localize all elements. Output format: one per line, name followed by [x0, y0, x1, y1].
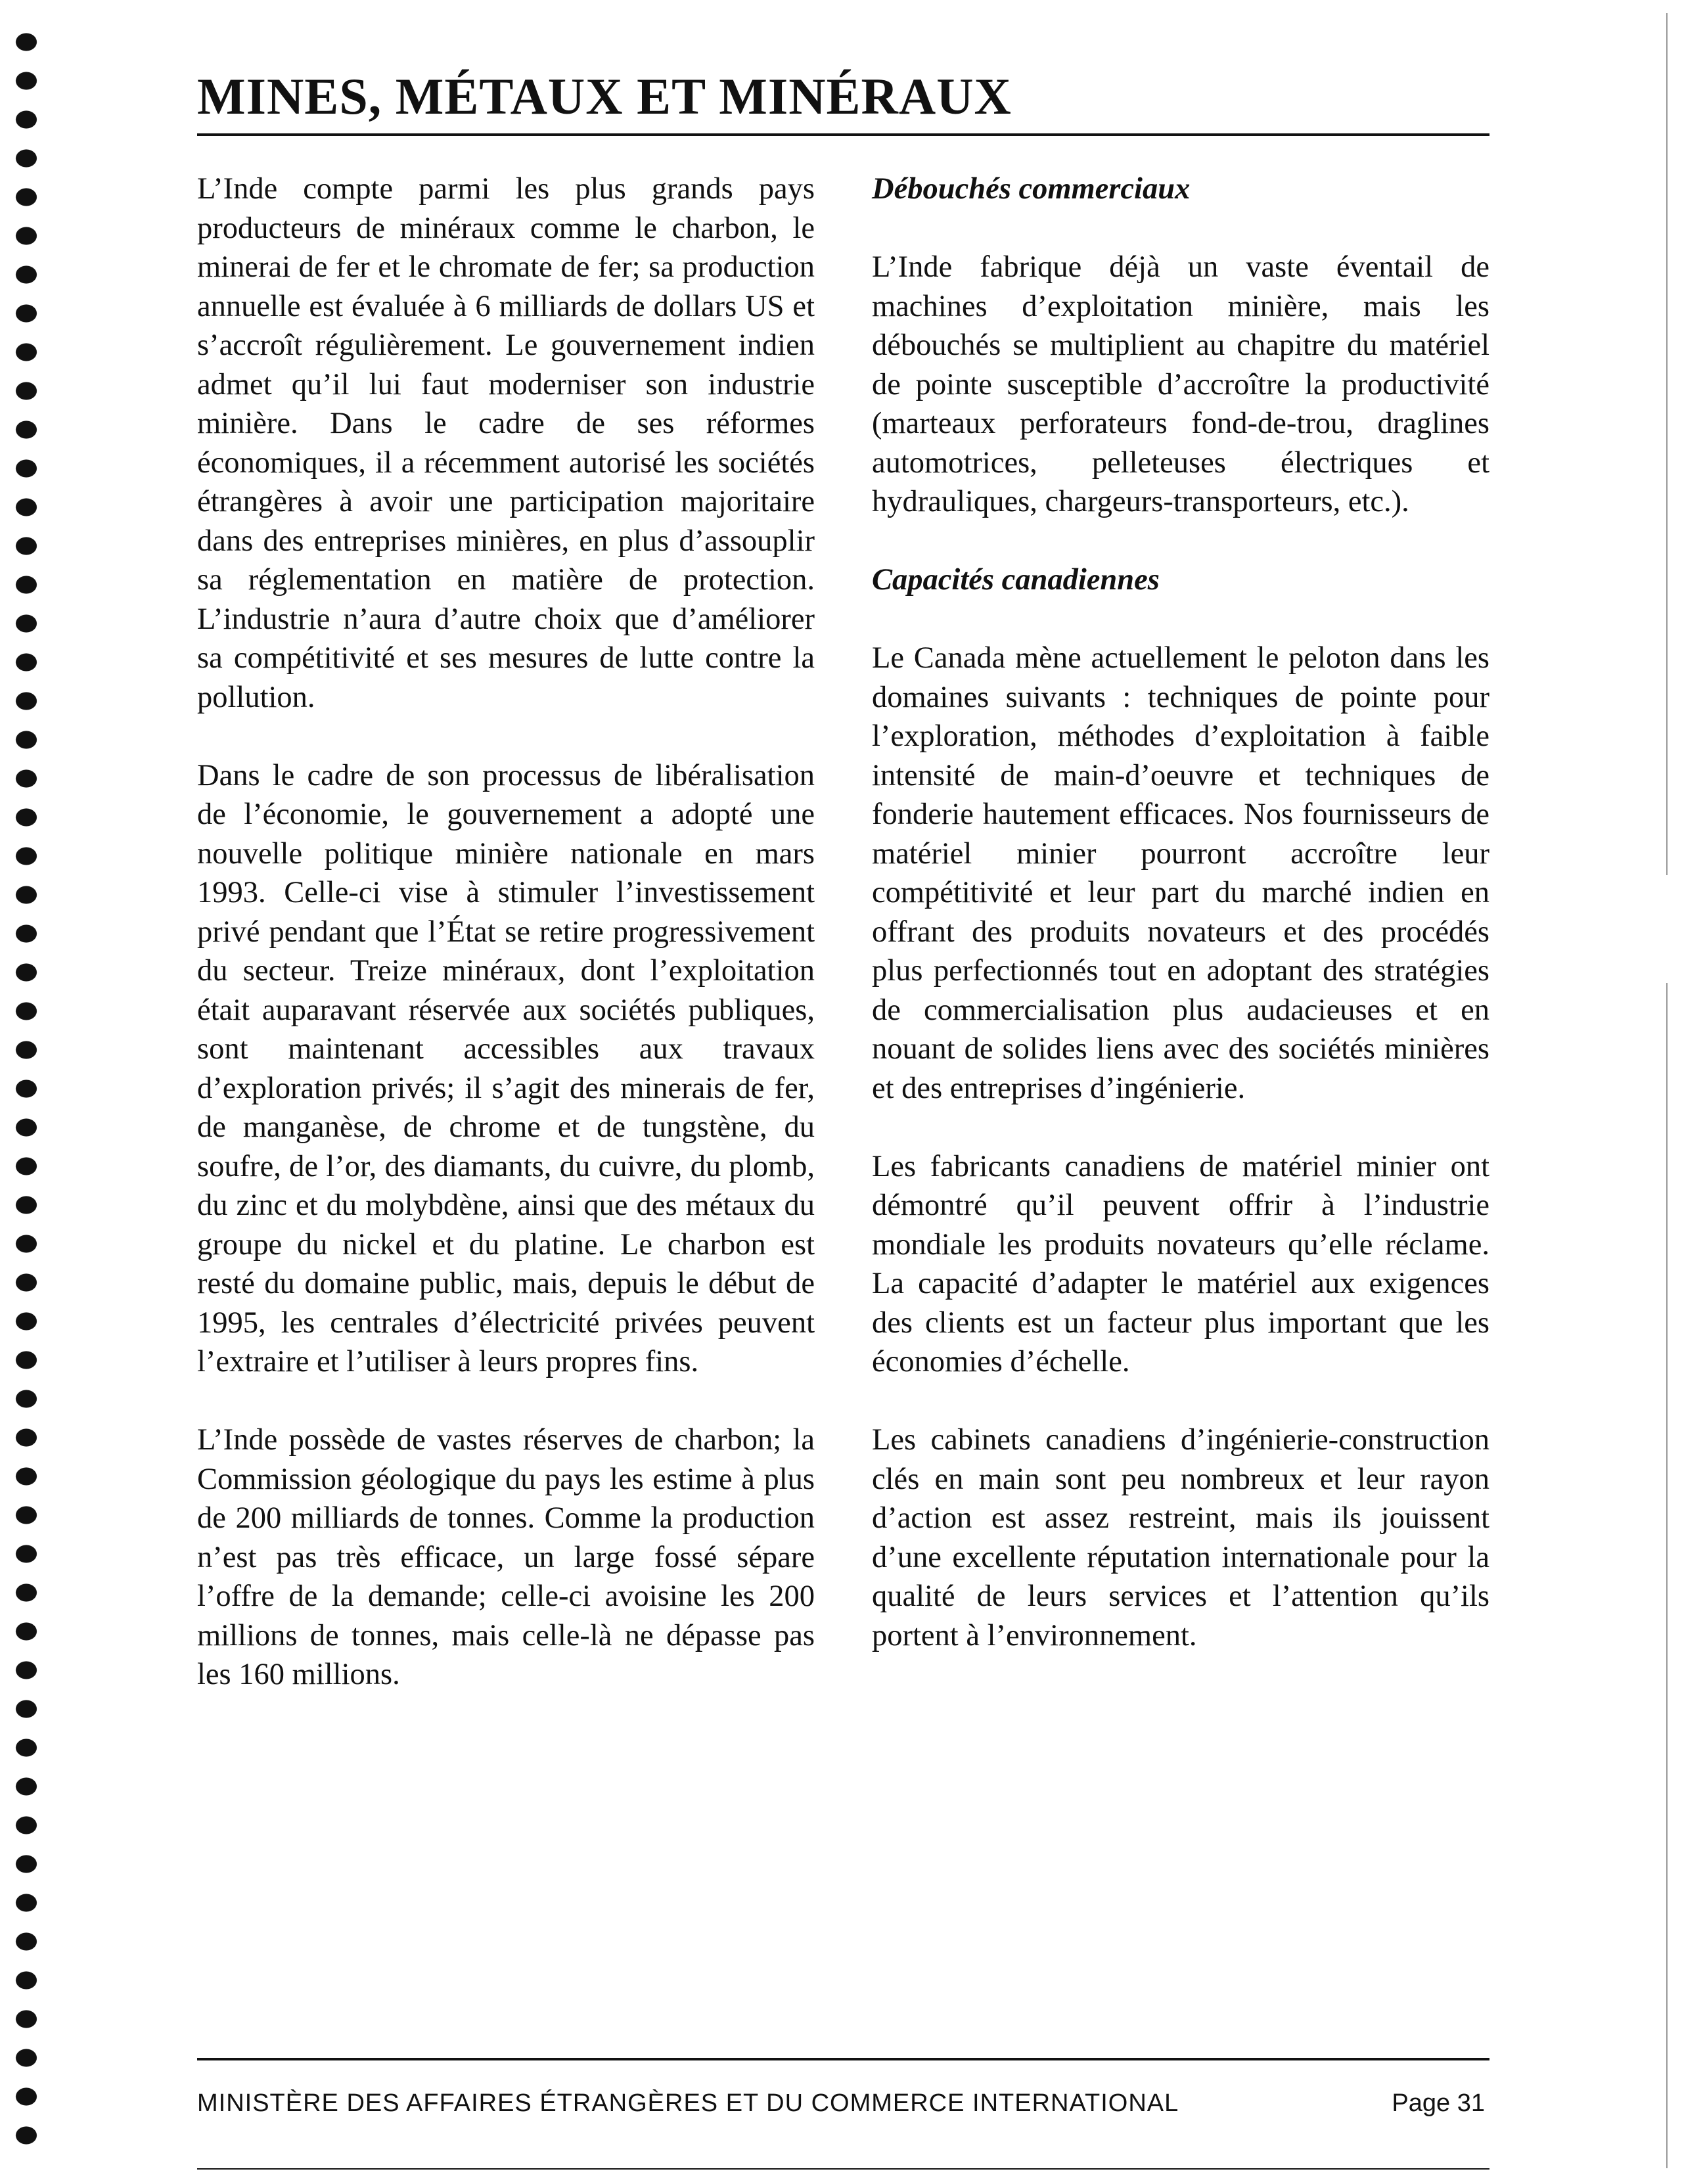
page-edge-shadow — [1666, 13, 1668, 2168]
footer-organization: MINISTÈRE DES AFFAIRES ÉTRANGÈRES ET DU COMMERCE INTERNATIONAL — [197, 2089, 1179, 2117]
paragraph-cabinets: Les cabinets canadiens d’ingénierie-construction clés en main sont peu nombreux et leur rayon d’action est assez restreint, mais ils jouissent d’une excellente réputation internationale pour la qualité de leurs services et l’attention qu’ils portent à l’environnement. — [872, 1423, 1489, 1652]
page-title: MINES, MÉTAUX ET MINÉRAUX — [197, 68, 1012, 125]
left-column — [197, 170, 815, 1733]
paragraph-fabricants: Les fabricants canadiens de matériel minier ont démontré qu’il peuvent offrir à l’industrie mondiale les produits novateurs qu’elle réclame. La capacité d’adapter le matériel aux exigences des clients est un facteur plus important que les économies d’échelle. — [872, 1149, 1489, 1378]
title-rule — [197, 133, 1489, 136]
right-column — [872, 170, 1489, 1695]
footer-rule — [197, 2058, 1489, 2060]
bottom-edge-rule — [197, 2168, 1489, 2170]
paragraph-charbon: L’Inde possède de vastes réserves de charbon; la Commission géologique du pays les estime à plus de 200 milliards de tonnes. Comme la production n’est pas très efficace, un large fossé sépare l’offre de la demande; celle-ci avoisine les 200 millions de tonnes, mais celle-là ne dépasse pas les 160 millions. — [197, 1423, 815, 1691]
paragraph-debouches: L’Inde fabrique déjà un vaste éventail de machines d’exploitation minière, mais les débouchés se multiplient au chapitre du matériel de pointe susceptible d’accroître la productivité (marteaux perforateurs fond-de-trou, draglines automotrices, pelleteuses électriques et hydrauliques, chargeurs-transporteurs, etc.). — [872, 250, 1489, 518]
heading-capacites: Capacités canadiennes — [872, 563, 1160, 597]
heading-debouches: Débouchés commerciaux — [872, 172, 1191, 206]
spiral-binding — [3, 24, 47, 2152]
paragraph-capacites: Le Canada mène actuellement le peloton dans les domaines suivants : techniques de pointe pour l’exploration, méthodes d’exploitation à faible intensité de main-d’oeuvre et techniques de fonderie hautement efficaces. Nos fournisseurs de matériel minier pourront accroître leur compétitivité et leur part du marché indien en offrant des produits novateurs et des procédés plus perfectionnés tout en adoptant des stratégies de commercialisation plus audacieuses et en nouant de solides liens avec des sociétés minières et des entreprises d’ingénierie. — [872, 641, 1489, 1105]
page-number: Page 31 — [1392, 2089, 1485, 2117]
paragraph-liberalisation: Dans le cadre de son processus de libéralisation de l’économie, le gouvernement a adopté une nouvelle politique minière nationale en mars 1993. Celle-ci vise à stimuler l’investissement privé pendant que l’État se retire progressivement du secteur. Treize minéraux, dont l’exploitation était auparavant réservée aux sociétés publiques, sont maintenant accessibles aux travaux d’exploration privés; il s’agit des minerais de fer, de manganèse, de chrome et de tungstène, du soufre, de l’or, des diamants, du cuivre, du plomb, du zinc et du molybdène, ainsi que des métaux du groupe du nickel et du platine. Le charbon est resté du domaine public, mais, depuis le début de 1995, les centrales d’électricité privées peuvent l’extraire et l’utiliser à leurs propres fins. — [197, 758, 815, 1378]
paragraph-production: L’Inde compte parmi les plus grands pays producteurs de minéraux comme le charbon, le minerai de fer et le chromate de fer; sa production annuelle est évaluée à 6 milliards de dollars US et s’accroît régulièrement. Le gouvernement indien admet qu’il lui faut moderniser son industrie minière. Dans le cadre de ses réformes économiques, il a récemment autorisé les sociétés étrangères à avoir une participation majoritaire dans des entreprises minières, en plus d’assouplir sa réglementation en matière de protection. L’industrie n’aura d’autre choix que d’améliorer sa compétitivité et ses mesures de lutte contre la pollution. — [197, 172, 815, 714]
